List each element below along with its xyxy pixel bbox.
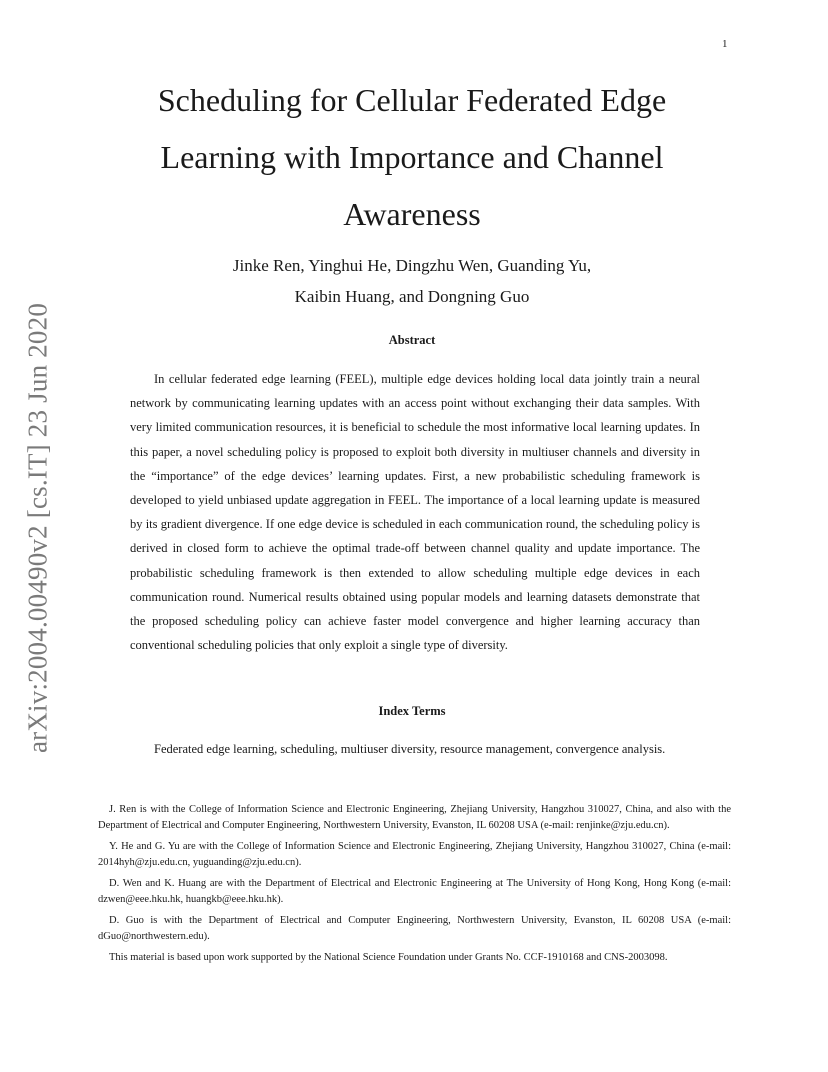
footnote: Y. He and G. Yu are with the College of Information Science and Electronic Engineering, Zhejiang University, Hangzhou 310027, China (e-mail: 2014hyh@zju.edu.cn, yuguanding@zju.edu.cn). xyxy=(98,841,731,868)
author-line: Jinke Ren, Yinghui He, Dingzhu Wen, Guanding Yu, xyxy=(232,256,592,275)
abstract-text: In cellular federated edge learning (FEEL), multiple edge devices holding local data jointly train a neural network by communicating learning updates with an access point without exchanging their data samples. With very limited communication resources, it is beneficial to schedule the most informative local learning updates. In this paper, a novel scheduling policy is proposed to exploit both diversity in multiuser channels and diversity in the “importance” of the edge devices’ learning updates. First, a new probabilistic scheduling framework is developed to yield unbiased update aggregation in FEEL. The importance of a local learning update is measured by its gradient divergence. If one edge device is scheduled in each communication round, the scheduling policy is derived in closed form to achieve the optimal trade-off between channel quality and update importance. The probabilistic scheduling framework is then extended to allow scheduling multiple edge devices in each communication round. Numerical results obtained using popular models and learning datasets demonstrate that the proposed scheduling policy can achieve faster model convergence and higher learning accuracy than conventional scheduling policies that only exploit a single type of diversity. xyxy=(130,372,700,653)
footnote: D. Wen and K. Huang are with the Department of Electrical and Electronic Engineering at The University of Hong Kong, Hong Kong (e-mail: dzwen@eee.hku.hk, huangkb@eee.hku.hk). xyxy=(98,878,731,905)
footnote: J. Ren is with the College of Information Science and Electronic Engineering, Zhejiang University, Hangzhou 310027, China, and also with the Department of Electrical and Computer Engineering, Northwestern University, Evanston, IL 60208 USA (e-mail: renjinke@zju.edu.cn). xyxy=(98,804,731,831)
footnote: D. Guo is with the Department of Electrical and Computer Engineering, Northwestern University, Evanston, IL 60208 USA (e-mail: dGuo@northwestern.edu). xyxy=(98,915,731,942)
abstract-heading: Abstract xyxy=(388,333,436,347)
index-terms-heading: Index Terms xyxy=(378,704,446,718)
author-list xyxy=(100,250,724,312)
author-line: Kaibin Huang, and Dongning Guo xyxy=(294,287,530,306)
paper-title: Scheduling for Cellular Federated Edge Learning with Importance and Channel Awareness xyxy=(157,82,667,232)
author-footnotes xyxy=(98,802,731,972)
footnote: This material is based upon work supported by the National Science Foundation under Grants No. CCF-1910168 and CNS-2003098. xyxy=(109,952,668,963)
page-number: 1 xyxy=(722,38,728,50)
arxiv-identifier: arXiv:2004.00490v2 [cs.IT] 23 Jun 2020 xyxy=(22,302,53,754)
index-terms-text: Federated edge learning, scheduling, multiuser diversity, resource management, convergence analysis. xyxy=(154,742,666,756)
